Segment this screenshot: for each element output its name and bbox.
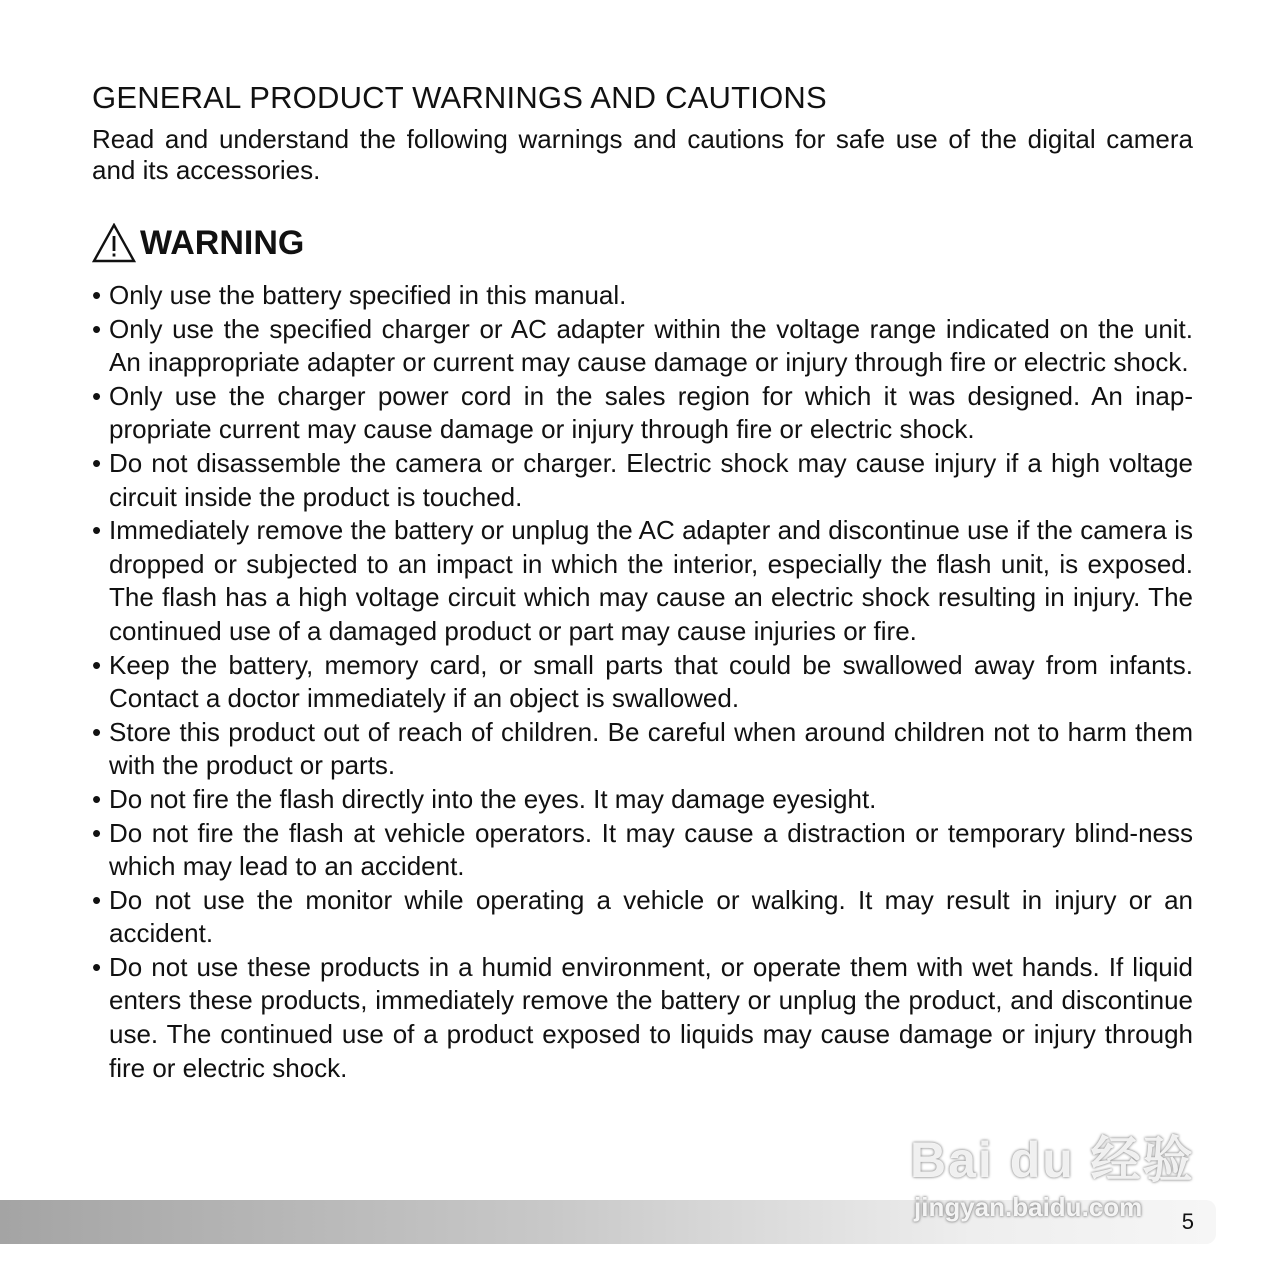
warning-header: [92, 221, 1193, 265]
warning-label: WARNING: [140, 224, 305, 262]
list-item: • Immediately remove the battery or unplug the AC adapter and discontinue use if the camera is dropped or subjected to an impact in which the interior, especially the flash unit, is exposed. The flash has a high voltage circuit which may cause an electric shock resulting in injury. The continued use of a damaged product or part may cause injuries or fire.: [92, 515, 1193, 646]
list-item: • Do not disassemble the camera or charger. Electric shock may cause injury if a high voltage circuit inside the product is touched.: [92, 447, 1193, 512]
page-footer-bar: [0, 1200, 1216, 1244]
list-item: • Do not use the monitor while operating a vehicle or walking. It may result in injury or an accident.: [92, 884, 1193, 949]
list-item: • Keep the battery, memory card, or small parts that could be swallowed away from infants. Contact a doctor immediately if an object is swallowed.: [92, 649, 1193, 714]
list-item: • Do not use these products in a humid environment, or operate them with wet hands. If liquid enters these products, immediately remove the battery or unplug the product, and discontinue use. The continued use of a product exposed to liquids may cause damage or injury through fire or electric shock.: [92, 951, 1193, 1083]
manual-page: [92, 78, 1193, 1085]
warning-list: [92, 279, 1193, 1085]
list-item: • Only use the specified charger or AC adapter within the voltage range indicated on the unit. An inappropriate adapter or current may cause damage or injury through fire or electric shock.: [92, 313, 1193, 378]
page-number: 5: [1181, 1209, 1194, 1234]
watermark-logo: Bai du 经验: [910, 1132, 1195, 1188]
watermark-url: jingyan.baidu.com: [914, 1192, 1143, 1222]
list-item: • Store this product out of reach of children. Be careful when around children not to harm them with the product or parts.: [92, 716, 1193, 781]
list-item: • Only use the charger power cord in the sales region for which it was designed. An inap-propriate current may cause damage or injury through fire or electric shock.: [92, 380, 1193, 445]
list-item: • Do not fire the flash at vehicle operators. It may cause a distraction or temporary blind-ness which may lead to an accident.: [92, 817, 1193, 882]
warning-triangle-icon: [92, 223, 136, 263]
list-item: • Only use the battery specified in this manual.: [92, 280, 627, 310]
intro-paragraph: Read and understand the following warnings and cautions for safe use of the digital camera and its accessories.: [92, 124, 1193, 185]
list-item: • Do not fire the flash directly into the eyes. It may damage eyesight.: [92, 783, 877, 814]
section-heading: GENERAL PRODUCT WARNINGS AND CAUTIONS: [92, 80, 827, 115]
